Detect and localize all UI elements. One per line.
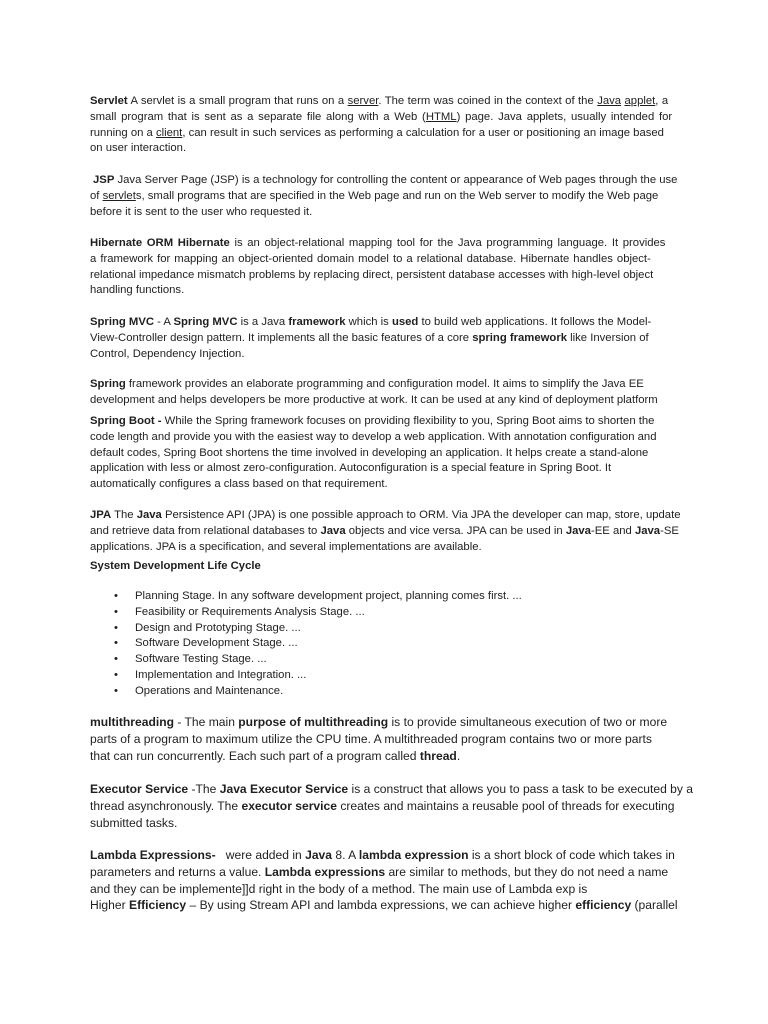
list-item-text: Implementation and Integration. ... bbox=[135, 668, 307, 681]
jsp-paragraph bbox=[90, 173, 678, 220]
text: is a short block of code which takes in bbox=[468, 848, 675, 862]
bullet-icon: • bbox=[114, 668, 118, 681]
bullet-icon: • bbox=[114, 637, 118, 650]
list-item bbox=[90, 652, 678, 668]
sdlc-heading: System Development Life Cycle bbox=[90, 560, 261, 572]
bold-text: thread bbox=[419, 748, 457, 763]
line bbox=[90, 847, 678, 864]
line bbox=[90, 714, 678, 731]
term-servlet: Servlet bbox=[90, 95, 128, 107]
list-item-text: Software Development Stage. ... bbox=[135, 637, 298, 650]
text: objects and vice versa. JPA can be used in bbox=[345, 524, 566, 537]
line: a framework for mapping an object-oriented domain model to a relational database. Hibernate handles object- bbox=[90, 252, 651, 265]
line: development and helps developers be more productive at work. It can be used at any kind of deployment platform bbox=[90, 393, 658, 406]
bullet-icon: • bbox=[114, 605, 118, 618]
text: is a construct that allows you to pass a task to be executed by a bbox=[348, 782, 694, 796]
text: Java Server Page (JSP) is a technology for controlling the content or appearance of Web pages through the use bbox=[114, 174, 678, 186]
bold-text: Java Executor Service bbox=[219, 782, 349, 796]
list-item bbox=[90, 621, 678, 637]
text: small program that is sent as a separate file along with a Web ( bbox=[90, 110, 426, 123]
text: parameters and returns a value. bbox=[90, 864, 265, 879]
text: The bbox=[111, 509, 137, 521]
list-item-text: Design and Prototyping Stage. ... bbox=[135, 621, 301, 634]
bold-text: lambda expression bbox=[358, 848, 469, 862]
line: submitted tasks. bbox=[90, 815, 178, 830]
bullet-icon: • bbox=[114, 621, 118, 634]
text: s, small programs that are specified in the Web page and run on the Web server to modify the Web page bbox=[135, 189, 659, 202]
list-item bbox=[90, 668, 678, 684]
term-spring-boot: Spring Boot - bbox=[90, 415, 162, 427]
link-server[interactable]: server bbox=[347, 95, 379, 107]
spring-mvc-paragraph bbox=[90, 315, 678, 362]
line bbox=[90, 315, 678, 331]
text: are similar to methods, but they do not need a name bbox=[385, 864, 669, 879]
text: View-Controller design pattern. It implements all the basic features of a core bbox=[90, 331, 473, 344]
text: (parallel bbox=[631, 898, 678, 913]
lambda-paragraph bbox=[90, 847, 678, 914]
list-item bbox=[90, 684, 678, 700]
jpa-paragraph bbox=[90, 508, 681, 555]
term-spring-mvc: Spring MVC bbox=[90, 316, 155, 328]
line: parts of a program to maximum utilize the CPU time. A multithreaded program contains two or more parts bbox=[90, 731, 652, 746]
text: While the Spring framework focuses on providing flexibility to you, Spring Boot aims to shorten the bbox=[161, 415, 655, 427]
line bbox=[90, 864, 678, 881]
line: application with less or almost zero-configuration. Autoconfiguration is a special feature in Spring Boot. It bbox=[90, 462, 612, 475]
line bbox=[90, 508, 681, 524]
bold-text: Java bbox=[634, 524, 661, 537]
line: before it is sent to the user who requested it. bbox=[90, 205, 313, 218]
spring-paragraph bbox=[90, 377, 678, 409]
link-applet[interactable]: applet bbox=[624, 95, 656, 107]
term-executor: Executor Service bbox=[90, 782, 189, 796]
term-spring: Spring bbox=[90, 378, 126, 390]
bold-text: Efficiency bbox=[129, 898, 187, 913]
text: which is bbox=[345, 316, 392, 328]
text: . bbox=[456, 748, 461, 763]
text: 8. A bbox=[332, 848, 359, 862]
bold-text: Java bbox=[136, 509, 162, 521]
text: running on a bbox=[90, 126, 156, 139]
line bbox=[90, 781, 694, 798]
line bbox=[90, 331, 678, 347]
bold-text: Java bbox=[565, 524, 591, 537]
text: of bbox=[90, 189, 103, 202]
link-servlets[interactable]: servlet bbox=[102, 189, 136, 202]
line bbox=[90, 798, 678, 815]
line bbox=[90, 110, 678, 126]
list-item bbox=[90, 605, 678, 621]
text: were added in bbox=[215, 848, 306, 862]
text: like Inversion of bbox=[567, 331, 649, 344]
hibernate-paragraph bbox=[90, 236, 678, 299]
bullet-icon: • bbox=[114, 653, 118, 666]
line bbox=[90, 414, 678, 430]
list-item bbox=[90, 636, 678, 652]
link-html[interactable]: HTML bbox=[425, 110, 457, 123]
text: Higher bbox=[90, 898, 129, 913]
spring-boot-paragraph bbox=[90, 414, 678, 493]
bold-text: framework bbox=[288, 316, 346, 328]
line: on user interaction. bbox=[90, 142, 187, 155]
bold-text: Spring MVC bbox=[173, 316, 238, 328]
text: -EE and bbox=[590, 524, 635, 537]
term-lambda: Lambda Expressions- bbox=[90, 848, 216, 862]
bold-text: used bbox=[391, 316, 419, 328]
text: creates and maintains a reusable pool of threads for executing bbox=[336, 798, 675, 813]
text: – By using Stream API and lambda expressions, we can achieve higher bbox=[186, 898, 576, 913]
term-jpa: JPA bbox=[90, 509, 112, 521]
text: . The term was coined in the context of the bbox=[378, 95, 598, 107]
bold-text: spring framework bbox=[472, 331, 567, 344]
bullet-icon: • bbox=[114, 684, 118, 697]
text: - The main bbox=[173, 715, 239, 729]
bullet-icon: • bbox=[114, 590, 118, 602]
text: that can run concurrently. Each such part of a program called bbox=[90, 748, 420, 763]
text: framework provides an elaborate programming and configuration model. It aims to simplify the Java EE bbox=[125, 378, 644, 390]
bold-text: Java bbox=[320, 524, 346, 537]
text: - A bbox=[154, 316, 174, 328]
line: Control, Dependency Injection. bbox=[90, 347, 245, 360]
text: A servlet is a small program that runs on a bbox=[127, 95, 348, 107]
text: Persistence API (JPA) is one possible approach to ORM. Via JPA the developer can map, store, update bbox=[161, 509, 681, 521]
link-java[interactable]: Java bbox=[597, 95, 622, 107]
text: is a Java bbox=[237, 316, 289, 328]
sdlc-list bbox=[90, 589, 678, 700]
line: relational impedance mismatch problems by replacing direct, persistent database accesses with high-level object bbox=[90, 268, 654, 281]
list-item-text: Feasibility or Requirements Analysis Stage. ... bbox=[135, 605, 365, 618]
list-item bbox=[90, 589, 678, 605]
link-client[interactable]: client bbox=[155, 126, 183, 139]
line: handling functions. bbox=[90, 284, 185, 297]
text: is to provide simultaneous execution of two or more bbox=[388, 715, 668, 729]
bold-text: Lambda expressions bbox=[264, 864, 386, 879]
text: to build web applications. It follows the Model- bbox=[418, 316, 652, 328]
list-item-text: Planning Stage. In any software development project, planning comes first. ... bbox=[135, 590, 522, 602]
list-item-text: Operations and Maintenance. bbox=[135, 684, 284, 697]
term-hibernate: Hibernate ORM Hibernate bbox=[90, 237, 230, 249]
bold-text: purpose of multithreading bbox=[238, 715, 389, 729]
bold-text: Java bbox=[305, 848, 333, 862]
line: applications. JPA is a specification, and several implementations are available. bbox=[90, 540, 482, 553]
line: and they can be implemente]]d right in the body of a method. The main use of Lambda exp is bbox=[90, 881, 588, 896]
multithreading-paragraph bbox=[90, 714, 678, 764]
text: and retrieve data from relational databases to bbox=[90, 524, 321, 537]
term-multithreading: multithreading bbox=[90, 715, 174, 729]
line bbox=[90, 126, 678, 142]
text: -The bbox=[188, 782, 220, 796]
bold-text: executor service bbox=[241, 798, 337, 813]
term-jsp: JSP bbox=[93, 174, 115, 186]
line: code length and provide you with the easiest way to develop a web application. With annotation configuration and bbox=[90, 430, 657, 443]
line bbox=[90, 189, 678, 205]
line bbox=[90, 748, 678, 765]
line: default codes, Spring Boot shortens the time involved in developing an application. It helps create a stand-alone bbox=[90, 446, 649, 459]
line bbox=[90, 524, 678, 540]
text: is an object-relational mapping tool for the Java programming language. It provides bbox=[229, 237, 666, 249]
text: -SE bbox=[660, 524, 679, 537]
line bbox=[90, 94, 678, 110]
bold-text: efficiency bbox=[575, 898, 632, 913]
line bbox=[90, 173, 678, 189]
text: thread asynchronously. The bbox=[90, 798, 242, 813]
list-item-text: Software Testing Stage. ... bbox=[135, 653, 267, 666]
line: automatically configures a class based on that requirement. bbox=[90, 478, 388, 491]
line bbox=[90, 377, 678, 393]
line bbox=[90, 897, 678, 914]
text: , a bbox=[655, 95, 669, 107]
servlet-paragraph bbox=[90, 94, 678, 157]
line bbox=[90, 236, 678, 252]
text: ) page. Java applets, usually intended for bbox=[456, 110, 673, 123]
executor-paragraph bbox=[90, 781, 694, 831]
text: , can result in such services as performing a calculation for a user or positioning an image based bbox=[182, 126, 664, 139]
